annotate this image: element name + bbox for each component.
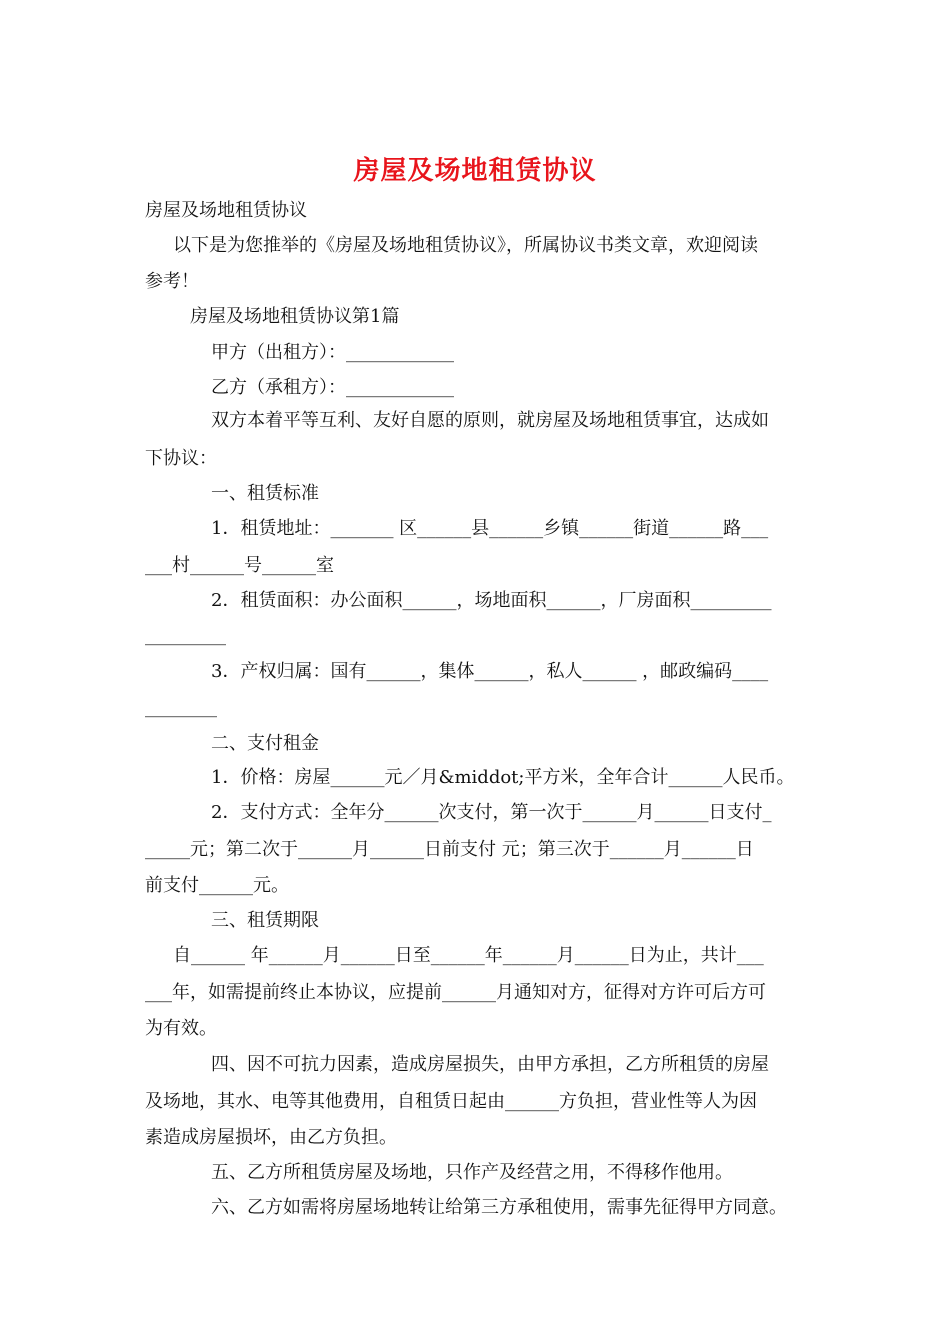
clause-line: 前支付______元。 xyxy=(145,875,289,896)
section-heading: 三、租赁期限 xyxy=(211,910,319,931)
section-heading: 二、支付租金 xyxy=(211,733,319,754)
clause-line: 1．价格：房屋______元／月&middot;平方米，全年合计______人民币。 xyxy=(211,767,795,788)
clause-line: 2．支付方式：全年分______次支付，第一次于______月______日支付_ xyxy=(211,802,772,823)
clause-line: _____元；第二次于______月______日前支付 元；第三次于______月______日 xyxy=(145,839,754,860)
clause-line: ___村______号______室 xyxy=(145,555,334,576)
clause-line: ___年，如需提前终止本协议，应提前______月通知对方，征得对方许可后方可 xyxy=(145,982,766,1003)
paragraph-line: 下协议： xyxy=(145,448,217,469)
paragraph-line: 素造成房屋损坏，由乙方负担。 xyxy=(145,1127,397,1148)
party-a-line: 甲方（出租方）：____________ xyxy=(211,342,454,363)
party-b-line: 乙方（承租方）：____________ xyxy=(211,377,454,398)
paragraph-line: 五、乙方所租赁房屋及场地，只作产及经营之用，不得移作他用。 xyxy=(211,1162,733,1183)
paragraph-line: 双方本着平等互利、友好自愿的原则，就房屋及场地租赁事宜，达成如 xyxy=(211,410,769,431)
paragraph-line: 六、乙方如需将房屋场地转让给第三方承租使用，需事先征得甲方同意。 xyxy=(211,1197,787,1218)
intro-line: 参考！ xyxy=(145,271,199,292)
document-title: 房屋及场地租赁协议 xyxy=(353,156,597,186)
clause-line: 自______ 年______月______日至______年______月______日为止，共计___ xyxy=(173,945,764,966)
clause-line: _________ xyxy=(145,625,226,646)
article-heading: 房屋及场地租赁协议第1篇 xyxy=(190,306,400,327)
clause-line: 1．租赁地址：_______ 区______县______乡镇______街道______路___ xyxy=(211,518,769,539)
paragraph-line: 及场地，其水、电等其他费用，自租赁日起由______方负担，营业性等人为因 xyxy=(145,1091,757,1112)
intro-line: 以下是为您推举的《房屋及场地租赁协议》，所属协议书类文章，欢迎阅读 xyxy=(173,235,758,256)
section-heading: 一、租赁标准 xyxy=(211,483,319,504)
clause-line: 2．租赁面积：办公面积______，场地面积______，厂房面积_________ xyxy=(211,590,772,611)
clause-line: 为有效。 xyxy=(145,1018,217,1039)
clause-line: 3．产权归属：国有______，集体______，私人______ ，邮政编码____ xyxy=(211,661,769,682)
clause-line: ________ xyxy=(145,697,217,718)
paragraph-line: 四、因不可抗力因素，造成房屋损失，由甲方承担，乙方所租赁的房屋 xyxy=(211,1054,769,1075)
subtitle-line: 房屋及场地租赁协议 xyxy=(145,200,307,221)
